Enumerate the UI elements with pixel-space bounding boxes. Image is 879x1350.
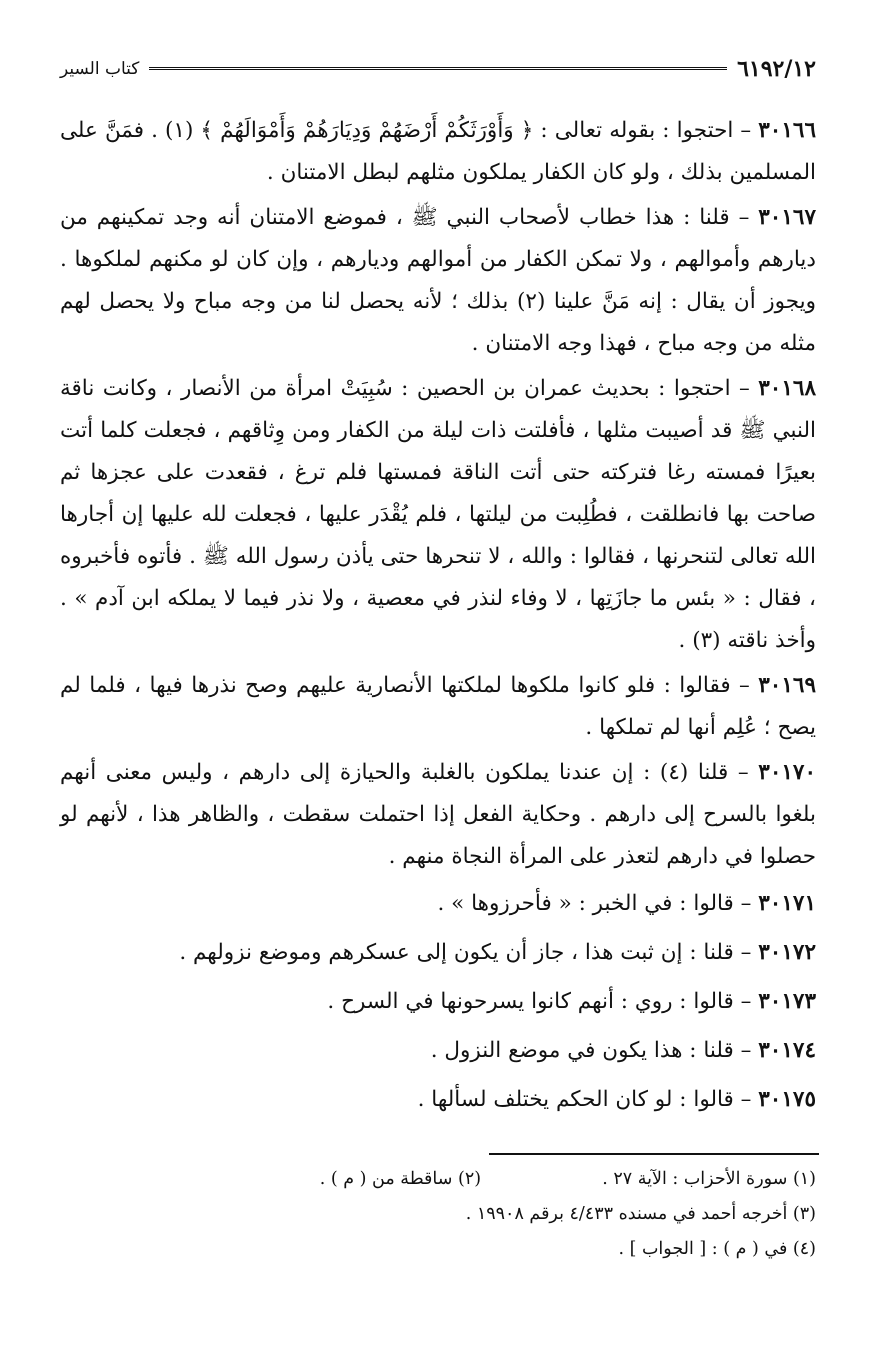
paragraph-number: ٣٠١٧١ — [758, 891, 816, 916]
paragraph-text: – قالوا : في الخبر : « فأحرزوها » . — [437, 891, 759, 916]
footnote-row — [60, 1162, 816, 1197]
paragraph-number: ٣٠١٦٦ — [758, 118, 816, 143]
paragraph-text: – احتجوا : بحديث عمران بن الحصين : سُبِيَتْ امرأة من الأنصار ، وكانت ناقة النبي ﷺ قد أصيبت مثلها ، فأفلتت ذات ليلة من الكفار ومن وِثاقهم ، فجعلت كلما أتت بعيرًا فمسته رغا فتركته حتى أتت الناقة فمستها فلم ترغ ، فقعدت على عجزها ثم صاحت بها فانطلقت ، فطُلِبت من ليلتها ، فلم يُقْدَر عليها ، فجعلت لله عليها إن أجارها الله تعالى لتنحرنها ، فقالوا : والله ، لا تنحرها حتى يأذن رسول الله ﷺ . فأتوه فأخبروه ، فقال : « بئس ما جازَتِها ، لا وفاء لنذر في معصية ، ولا نذر فيما لا يملكه ابن آدم » . وأخذ ناقته (٣) . — [60, 376, 816, 653]
paragraph-30170 — [60, 752, 816, 878]
paragraph-text: – قلنا (٤) : إن عندنا يملكون بالغلبة والحيازة إلى دارهم ، وليس معنى أنهم بلغوا بالسرح إلى دارهم . وحكاية الفعل إذا احتملت سقطت ، والظاهر هذا ، لأنهم لو حصلوا في دارهم لتعذر على المرأة النجاة منهم . — [60, 760, 816, 869]
paragraph-30169 — [60, 665, 816, 749]
footnote-3: (٣) أخرجه أحمد في مسنده ٤/٤٣٣ برقم ١٩٩٠٨ . — [465, 1204, 816, 1224]
paragraph-text: – قلنا : إن ثبت هذا ، جاز أن يكون إلى عسكرهم وموضع نزولهم . — [179, 940, 759, 965]
paragraph-30175 — [60, 1077, 816, 1123]
paragraph-number: ٣٠١٦٨ — [758, 376, 816, 401]
paragraph-30174 — [60, 1028, 816, 1074]
footnote-2: (٢) ساقطة من ( م ) . — [319, 1169, 482, 1189]
main-text — [60, 110, 816, 1126]
page-number: ٦١٩٢/١٢ — [737, 56, 816, 82]
paragraph-number: ٣٠١٧٥ — [758, 1087, 816, 1112]
paragraph-30167 — [60, 197, 816, 365]
paragraph-number: ٣٠١٧٣ — [758, 989, 816, 1014]
paragraph-30172 — [60, 930, 816, 976]
paragraph-text: – احتجوا : بقوله تعالى : ﴿ وَأَوْرَثَكُمْ أَرْضَهُمْ وَدِيَارَهُمْ وَأَمْوَالَهُمْ ﴾ (١) . فمَنَّ على المسلمين بذلك ، ولو كان الكفار يملكون مثلهم لبطل الامتنان . — [60, 118, 816, 185]
paragraph-30171 — [60, 881, 816, 927]
book-title: كتاب السير — [60, 59, 140, 79]
paragraph-text: – فقالوا : فلو كانوا ملكوها لملكتها الأنصارية عليهم وصح نذرها فيها ، فلما لم يصح ؛ عُلِم أنها لم تملكها . — [60, 673, 816, 740]
paragraph-text: – قالوا : لو كان الحكم يختلف لسألها . — [417, 1087, 759, 1112]
paragraph-number: ٣٠١٧٠ — [758, 760, 817, 785]
page-header — [60, 52, 816, 86]
header-rule — [149, 67, 727, 72]
footnote-separator — [489, 1153, 819, 1155]
paragraph-30173 — [60, 979, 816, 1025]
paragraph-30168 — [60, 368, 816, 662]
paragraph-number: ٣٠١٧٤ — [758, 1038, 816, 1063]
footnote-1: (١) سورة الأحزاب : الآية ٢٧ . — [602, 1169, 816, 1189]
paragraph-number: ٣٠١٦٩ — [758, 673, 816, 698]
footnotes — [60, 1162, 816, 1267]
paragraph-30166 — [60, 110, 816, 194]
footnote-4: (٤) في ( م ) : [ الجواب ] . — [618, 1239, 816, 1259]
paragraph-text: – قلنا : هذا خطاب لأصحاب النبي ﷺ ، فموضع الامتنان أنه وجد تمكينهم من ديارهم وأموالهم ، ولا تمكن الكفار من أموالهم وديارهم ، وإن كان لو مكنهم لملكوها . ويجوز أن يقال : إنه مَنَّ علينا (٢) بذلك ؛ لأنه يحصل لنا من وجه مباح ولا يحصل لهم مثله من وجه مباح ، فهذا وجه الامتنان . — [60, 205, 816, 356]
paragraph-text: – قلنا : هذا يكون في موضع النزول . — [430, 1038, 759, 1063]
paragraph-text: – قالوا : روي : أنهم كانوا يسرحونها في السرح . — [327, 989, 759, 1014]
paragraph-number: ٣٠١٧٢ — [758, 940, 816, 965]
paragraph-number: ٣٠١٦٧ — [758, 205, 816, 230]
